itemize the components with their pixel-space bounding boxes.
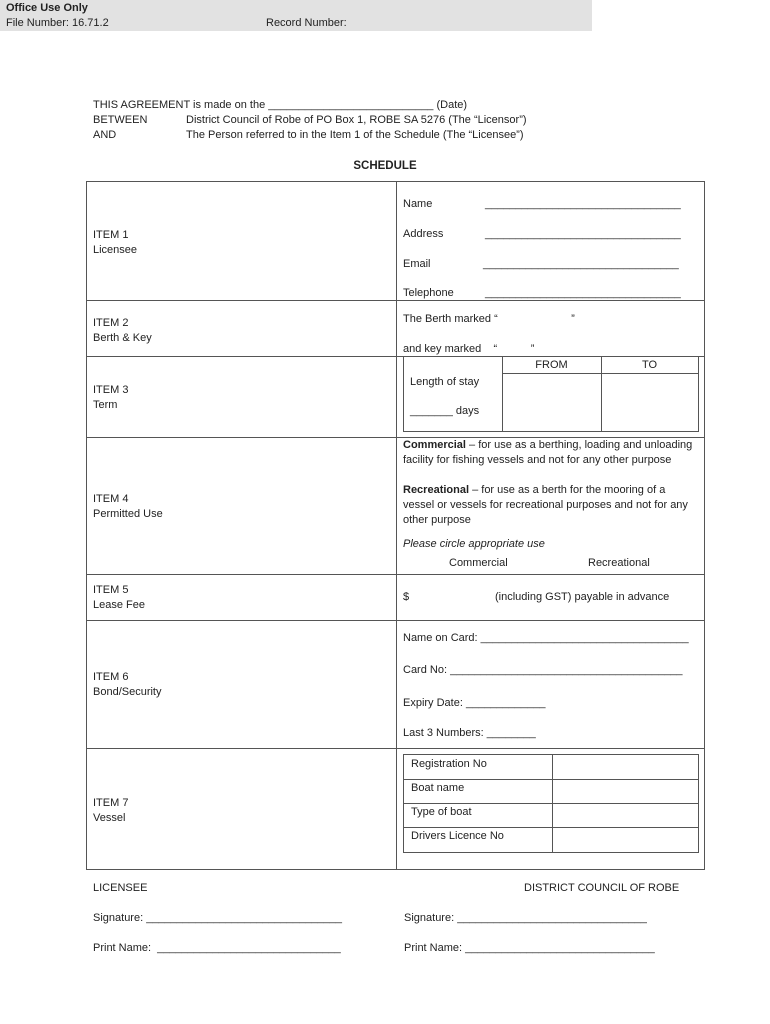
boat-name-field[interactable] — [553, 780, 699, 803]
row-divider — [87, 300, 704, 301]
licensee-name-field[interactable]: ________________________________ — [485, 198, 681, 210]
licensee-address-label: Address — [403, 228, 444, 240]
row-divider — [87, 748, 704, 749]
fee-text: (including GST) payable in advance — [495, 591, 670, 603]
drivers-licence-field[interactable] — [553, 828, 699, 852]
vessel-grid — [403, 754, 699, 853]
name-on-card-field[interactable]: Name on Card: __________________________________ — [403, 632, 689, 644]
item-4-label — [93, 492, 163, 522]
circle-instruction: Please circle appropriate use — [403, 538, 545, 550]
item-6-label — [93, 670, 161, 700]
agreement-date-line: THIS AGREEMENT is made on the ___________________________ (Date) — [93, 99, 468, 111]
boat-name-label: Boat name — [411, 782, 465, 794]
length-of-stay-label: Length of stay — [410, 376, 480, 388]
term-from-header: FROM — [535, 359, 568, 371]
schedule-title: SCHEDULE — [353, 160, 417, 172]
days-field[interactable]: _______ days — [410, 405, 480, 417]
item-1-number: ITEM 1 — [93, 229, 129, 241]
to-date-cell[interactable] — [602, 374, 698, 431]
registration-no-field[interactable] — [553, 755, 699, 779]
recreational-bold: Recreational — [403, 484, 470, 496]
item-7-number: ITEM 7 — [93, 797, 129, 809]
commercial-text: – for use as a berthing, loading and unloading facility for fishing vessels and not for any other purpose — [403, 439, 693, 466]
item-5-label — [93, 583, 145, 613]
licensee-signature-field[interactable]: Signature: ________________________________ — [93, 912, 342, 924]
item-2-number: ITEM 2 — [93, 317, 129, 329]
berth-marked-field[interactable]: The Berth marked “ ” — [403, 313, 575, 325]
fee-dollar-sign: $ — [403, 591, 410, 603]
office-use-title: Office Use Only — [6, 2, 88, 14]
commercial-bold: Commercial — [403, 439, 466, 451]
licensee-address-field[interactable]: ________________________________ — [485, 228, 681, 240]
between-text: District Council of Robe of PO Box 1, ROBE SA 5276 (The “Licensor”) — [186, 114, 527, 126]
option-commercial[interactable]: Commercial — [449, 557, 508, 569]
item-1-name: Licensee — [93, 244, 138, 256]
licensee-email-field[interactable]: ________________________________ — [483, 258, 679, 270]
registration-no-label: Registration No — [411, 758, 487, 770]
licensee-print-name-field[interactable]: Print Name: ______________________________ — [93, 942, 341, 954]
item-3-label — [93, 383, 128, 413]
card-number-field[interactable]: Card No: ______________________________________ — [403, 664, 683, 676]
item-6-name: Bond/Security — [93, 686, 162, 698]
term-grid — [403, 356, 699, 432]
option-recreational[interactable]: Recreational — [588, 557, 650, 569]
licensee-telephone-label: Telephone — [403, 287, 454, 299]
schedule-table — [86, 181, 705, 870]
council-signature-field[interactable]: Signature: _______________________________ — [404, 912, 647, 924]
expiry-date-field[interactable]: Expiry Date: _____________ — [403, 697, 546, 709]
council-heading: DISTRICT COUNCIL OF ROBE — [524, 882, 680, 894]
council-print-name-field[interactable]: Print Name: _______________________________ — [404, 942, 655, 954]
last-3-numbers-field[interactable]: Last 3 Numbers: ________ — [403, 727, 536, 739]
item-6-number: ITEM 6 — [93, 671, 129, 683]
and-label: AND — [93, 129, 117, 141]
commercial-description — [403, 438, 695, 468]
row-divider — [87, 620, 704, 621]
item-4-number: ITEM 4 — [93, 493, 129, 505]
item-7-name: Vessel — [93, 812, 126, 824]
item-4-name: Permitted Use — [93, 508, 163, 520]
item-1-label — [93, 228, 137, 258]
file-number: File Number: 16.71.2 — [6, 17, 109, 29]
item-3-number: ITEM 3 — [93, 384, 129, 396]
column-divider — [396, 182, 397, 869]
item-7-label — [93, 796, 128, 826]
recreational-description — [403, 483, 695, 528]
item-2-name: Berth & Key — [93, 332, 152, 344]
licensee-email-label: Email — [403, 258, 431, 270]
licensee-heading: LICENSEE — [93, 882, 148, 894]
type-of-boat-field[interactable] — [553, 804, 699, 827]
recreational-text: – for use as a berth for the mooring of a vessel or vessels for recreational purposes and not for any other purpose — [403, 484, 688, 526]
term-to-header: TO — [641, 359, 658, 371]
between-label: BETWEEN — [93, 114, 148, 126]
type-of-boat-label: Type of boat — [411, 806, 472, 818]
licensee-name-label: Name — [403, 198, 433, 210]
item-3-name: Term — [93, 399, 118, 411]
item-2-label — [93, 316, 152, 346]
row-divider — [87, 574, 704, 575]
licensee-telephone-field[interactable]: ________________________________ — [485, 287, 681, 299]
item-5-number: ITEM 5 — [93, 584, 129, 596]
and-text: The Person referred to in the Item 1 of the Schedule (The “Licensee”) — [186, 129, 524, 141]
record-number: Record Number: — [266, 17, 347, 29]
item-5-name: Lease Fee — [93, 599, 145, 611]
drivers-licence-label: Drivers Licence No — [411, 830, 504, 842]
key-marked-field[interactable]: and key marked “ ” — [403, 343, 535, 355]
office-use-box — [0, 0, 592, 31]
from-date-cell[interactable] — [503, 374, 600, 431]
